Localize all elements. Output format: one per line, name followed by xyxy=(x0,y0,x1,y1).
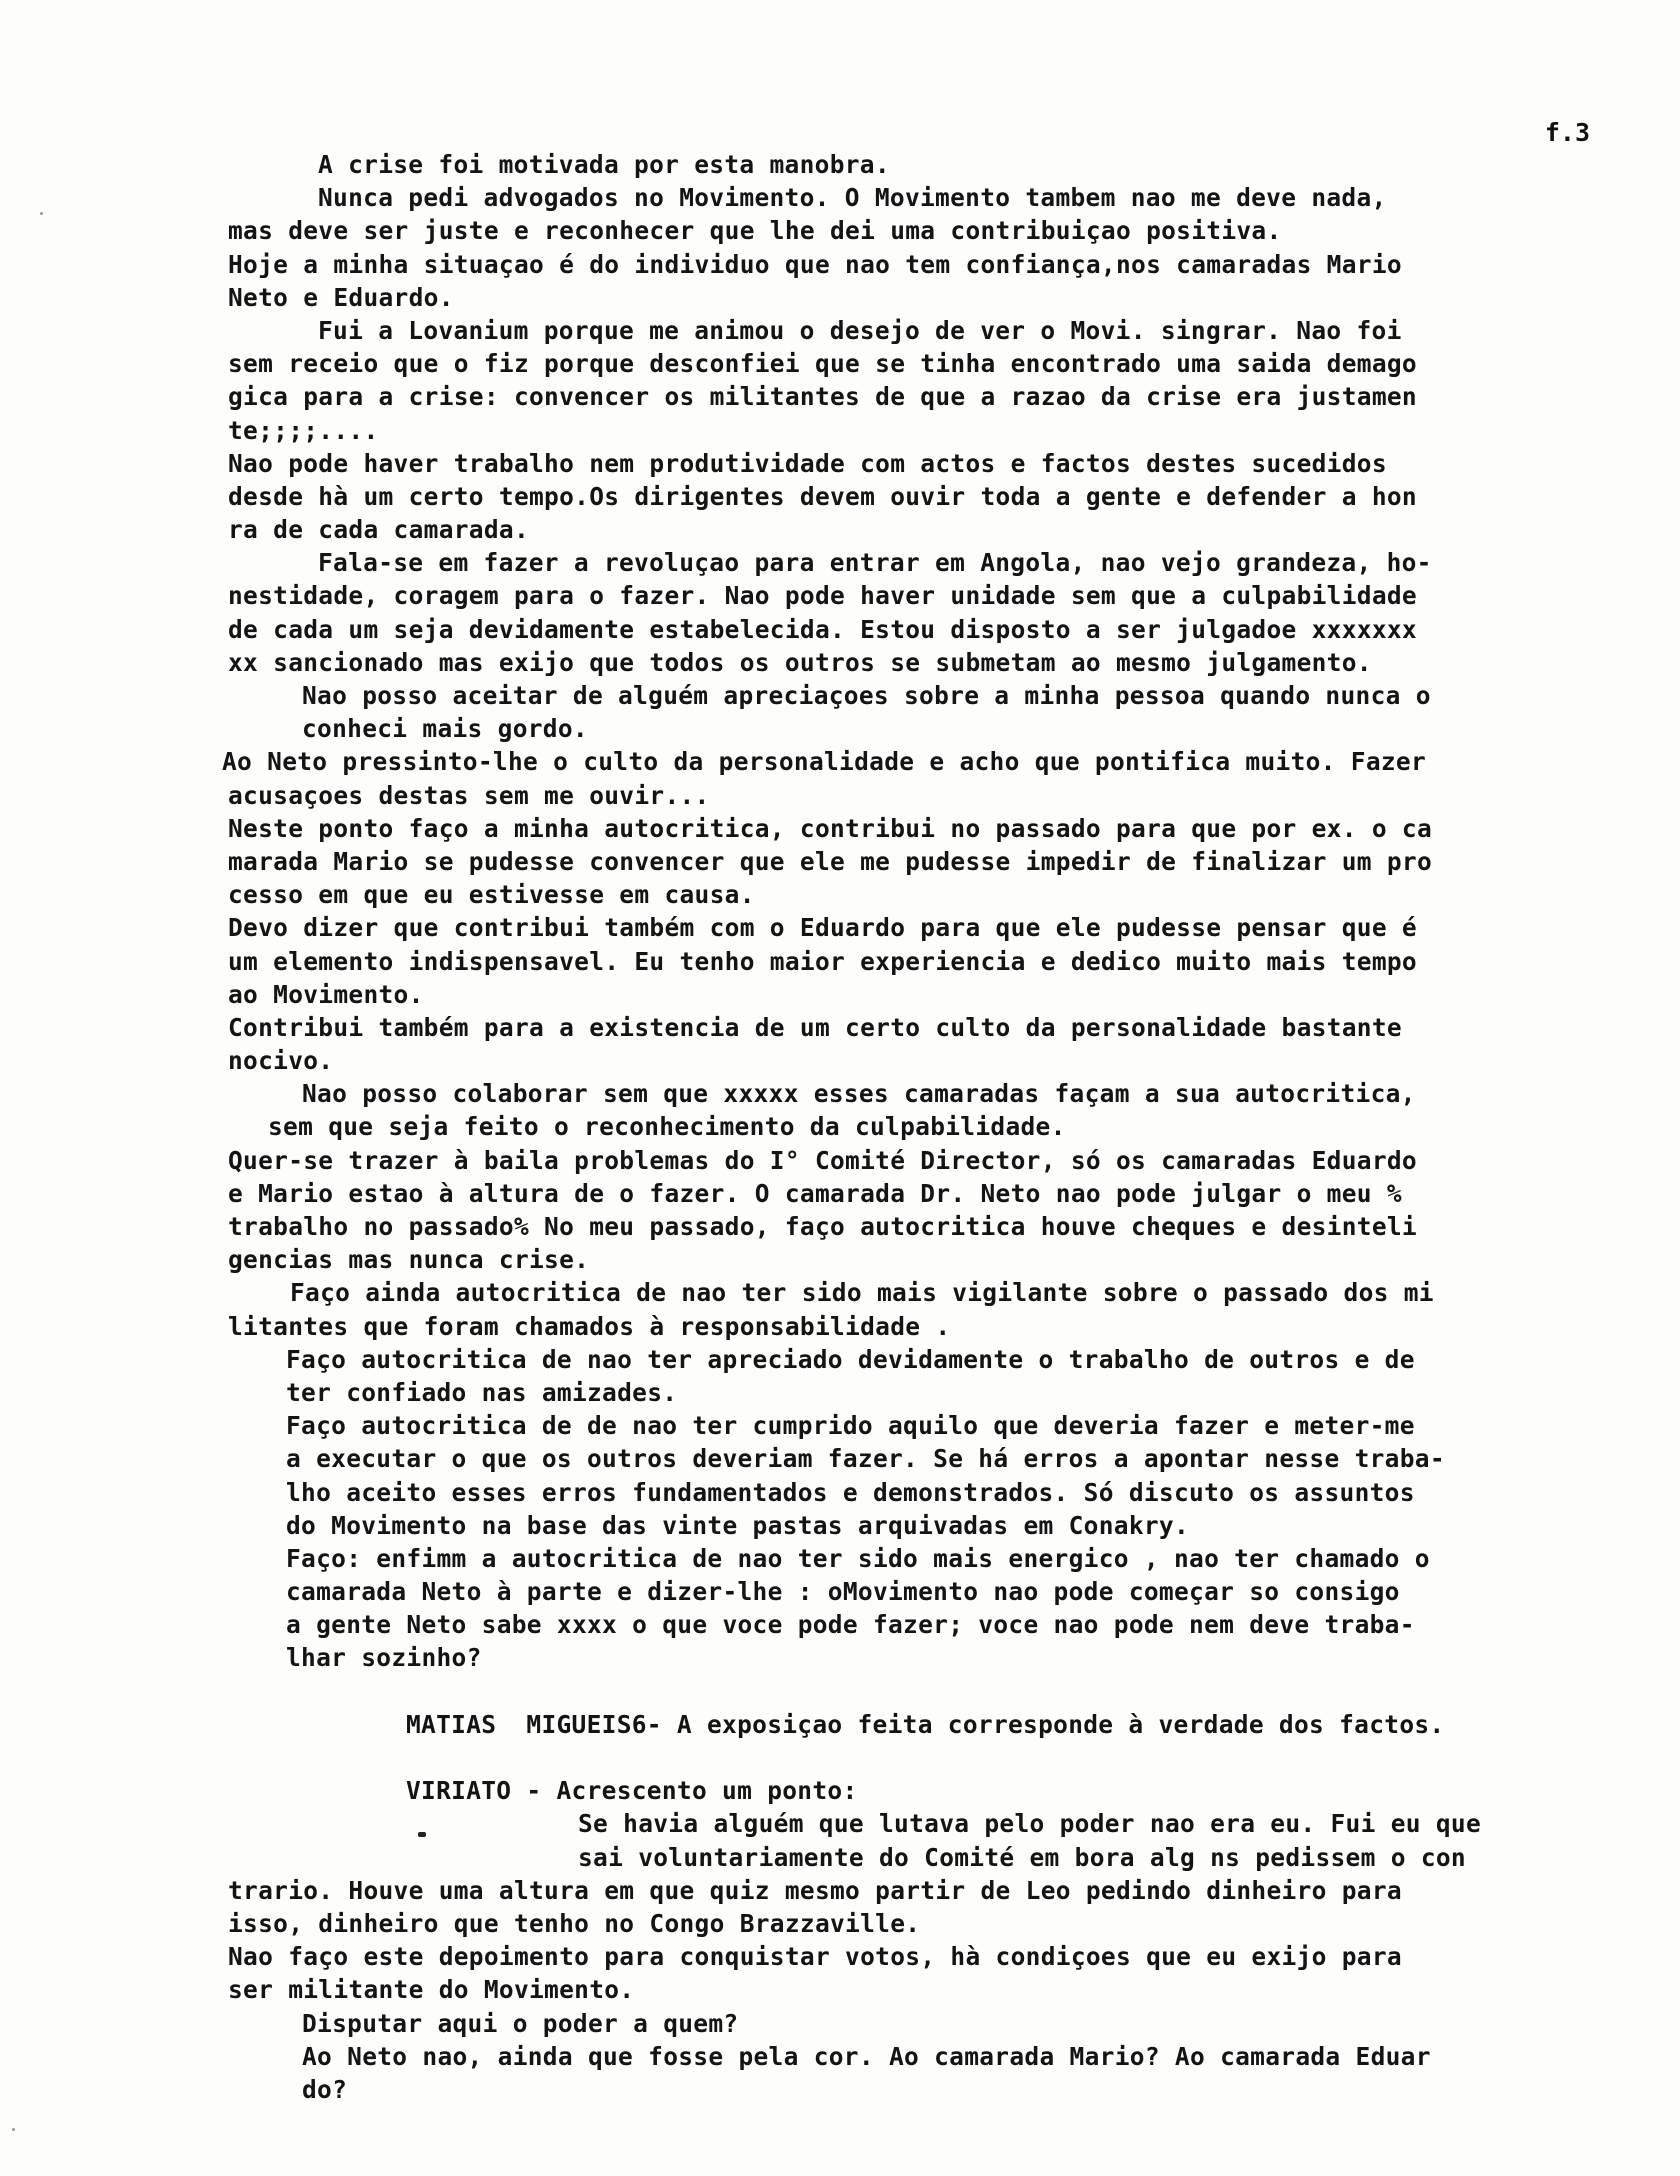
text-line: um elemento indispensavel. Eu tenho maior experiencia e dedico muito mais tempo xyxy=(228,946,1417,976)
folio-number: f.3 xyxy=(1544,118,1590,147)
edge-speck xyxy=(40,212,43,215)
text-line: Hoje a minha situaçao é do individuo que nao tem confiança,nos camaradas Mario xyxy=(228,249,1402,279)
text-line: de cada um seja devidamente estabelecida. Estou disposto a ser julgadoe xxxxxxx xyxy=(228,614,1417,644)
text-line: a gente Neto sabe xxxx o que voce pode fazer; voce nao pode nem deve traba- xyxy=(286,1610,1415,1640)
text-line: Neste ponto faço a minha autocritica, contribui no passado para que por ex. o ca xyxy=(228,813,1433,843)
text-line: Devo dizer que contribui também com o Eduardo para que ele pudesse pensar que é xyxy=(228,913,1417,943)
text-line: acusaçoes destas sem me ouvir... xyxy=(228,780,710,810)
text-line: Faço autocritica de de nao ter cumprido aquilo que deveria fazer e meter-me xyxy=(286,1411,1415,1441)
text-line: lhar sozinho? xyxy=(286,1643,482,1673)
text-line: lho aceito esses erros fundamentados e demonstrados. Só discuto os assuntos xyxy=(286,1477,1415,1507)
blank-line xyxy=(0,1675,1680,1708)
text-line: litantes que foram chamados à responsabilidade . xyxy=(228,1311,951,1341)
text-line: ra de cada camarada. xyxy=(228,515,530,545)
text-line: Nao faço este depoimento para conquistar votos, hà condiçoes que eu exijo para xyxy=(228,1942,1402,1972)
text-line: ao Movimento. xyxy=(228,979,424,1009)
text-line: Nunca pedi advogados no Movimento. O Movimento tambem nao me deve nada, xyxy=(318,183,1387,213)
text-line: Se havia alguém que lutava pelo poder nao era eu. Fui eu que xyxy=(578,1809,1482,1839)
text-line: Fui a Lovanium porque me animou o desejo de ver o Movi. singrar. Nao foi xyxy=(318,315,1402,345)
text-line: Ao Neto nao, ainda que fosse pela cor. Ao camarada Mario? Ao camarada Eduar xyxy=(302,2041,1431,2071)
blank-line xyxy=(0,1741,1680,1774)
text-line: desde hà um certo tempo.Os dirigentes devem ouvir toda a gente e defender a hon xyxy=(228,481,1417,511)
text-line: Contribui também para a existencia de um certo culto da personalidade bastante xyxy=(228,1012,1402,1042)
text-line: Neto e Eduardo. xyxy=(228,282,454,312)
text-line: do? xyxy=(302,2074,348,2104)
text-line: sem receio que o fiz porque desconfiei que se tinha encontrado uma saida demago xyxy=(228,349,1417,379)
text-line: gencias mas nunca crise. xyxy=(228,1245,590,1275)
text-line: Quer-se trazer à baila problemas do I° Comité Director, só os camaradas Eduardo xyxy=(228,1145,1417,1175)
text-line: e Mario estao à altura de o fazer. O camarada Dr. Neto nao pode julgar o meu % xyxy=(228,1178,1402,1208)
text-line: Fala-se em fazer a revoluçao para entrar em Angola, nao vejo grandeza, ho- xyxy=(318,548,1432,578)
text-line: do Movimento na base das vinte pastas arquivadas em Conakry. xyxy=(286,1510,1190,1540)
edge-speck xyxy=(12,2128,15,2131)
text-line: mas deve ser juste e reconhecer que lhe dei uma contribuiçao positiva. xyxy=(228,216,1282,246)
text-line: a executar o que os outros deveriam fazer. Se há erros a apontar nesse traba- xyxy=(286,1444,1445,1474)
text-line: nocivo. xyxy=(228,1046,334,1076)
text-line: conheci mais gordo. xyxy=(302,714,588,744)
text-line: xx sancionado mas exijo que todos os outros se submetam ao mesmo julgamento. xyxy=(228,647,1372,677)
text-line: Faço ainda autocritica de nao ter sido mais vigilante sobre o passado dos mi xyxy=(290,1278,1434,1308)
text-line: gica para a crise: convencer os militantes de que a razao da crise era justamen xyxy=(228,382,1417,412)
text-line: nestidade, coragem para o fazer. Nao pode haver unidade sem que a culpabilidade xyxy=(228,581,1417,611)
stray-ink-mark xyxy=(418,1832,426,1837)
document-body xyxy=(0,148,1680,2106)
text-line: ter confiado nas amizades. xyxy=(286,1377,678,1407)
text-line: VIRIATO - Acrescento um ponto: xyxy=(406,1776,858,1806)
text-line: isso, dinheiro que tenho no Congo Brazzaville. xyxy=(228,1908,921,1938)
text-line: Disputar aqui o poder a quem? xyxy=(302,2008,739,2038)
text-line: sem que seja feito o reconhecimento da culpabilidade. xyxy=(268,1112,1066,1142)
text-line: sai voluntariamente do Comité em bora alg ns pedissem o con xyxy=(578,1842,1466,1872)
text-line: trabalho no passado% No meu passado, faço autocritica houve cheques e desinteli xyxy=(228,1212,1417,1241)
text-line: marada Mario se pudesse convencer que ele me pudesse impedir de finalizar um pro xyxy=(228,846,1433,876)
text-line: Faço autocritica de nao ter apreciado devidamente o trabalho de outros e de xyxy=(286,1344,1415,1374)
text-line: Nao posso colaborar sem que xxxxx esses camaradas façam a sua autocritica, xyxy=(302,1079,1416,1109)
text-line: cesso em que eu estivesse em causa. xyxy=(228,880,755,910)
text-line: ser militante do Movimento. xyxy=(228,1975,635,2005)
text-line: trario. Houve uma altura em que quiz mesmo partir de Leo pedindo dinheiro para xyxy=(228,1875,1402,1905)
text-line: MATIAS MIGUEIS6- A exposiçao feita corresponde à verdade dos factos. xyxy=(406,1709,1445,1739)
text-line: Nao pode haver trabalho nem produtividade com actos e factos destes sucedidos xyxy=(228,448,1387,478)
text-line: Nao posso aceitar de alguém apreciaçoes sobre a minha pessoa quando nunca o xyxy=(302,681,1431,710)
text-line: A crise foi motivada por esta manobra. xyxy=(318,150,890,179)
text-line: camarada Neto à parte e dizer-lhe : oMovimento nao pode começar so consigo xyxy=(286,1577,1400,1607)
text-line: te;;;;.... xyxy=(228,415,379,445)
text-line: Faço: enfimm a autocritica de nao ter sido mais energico , nao ter chamado o xyxy=(286,1543,1430,1573)
text-line: Ao Neto pressinto-lhe o culto da personalidade e acho que pontifica muito. Fazer xyxy=(222,747,1427,777)
